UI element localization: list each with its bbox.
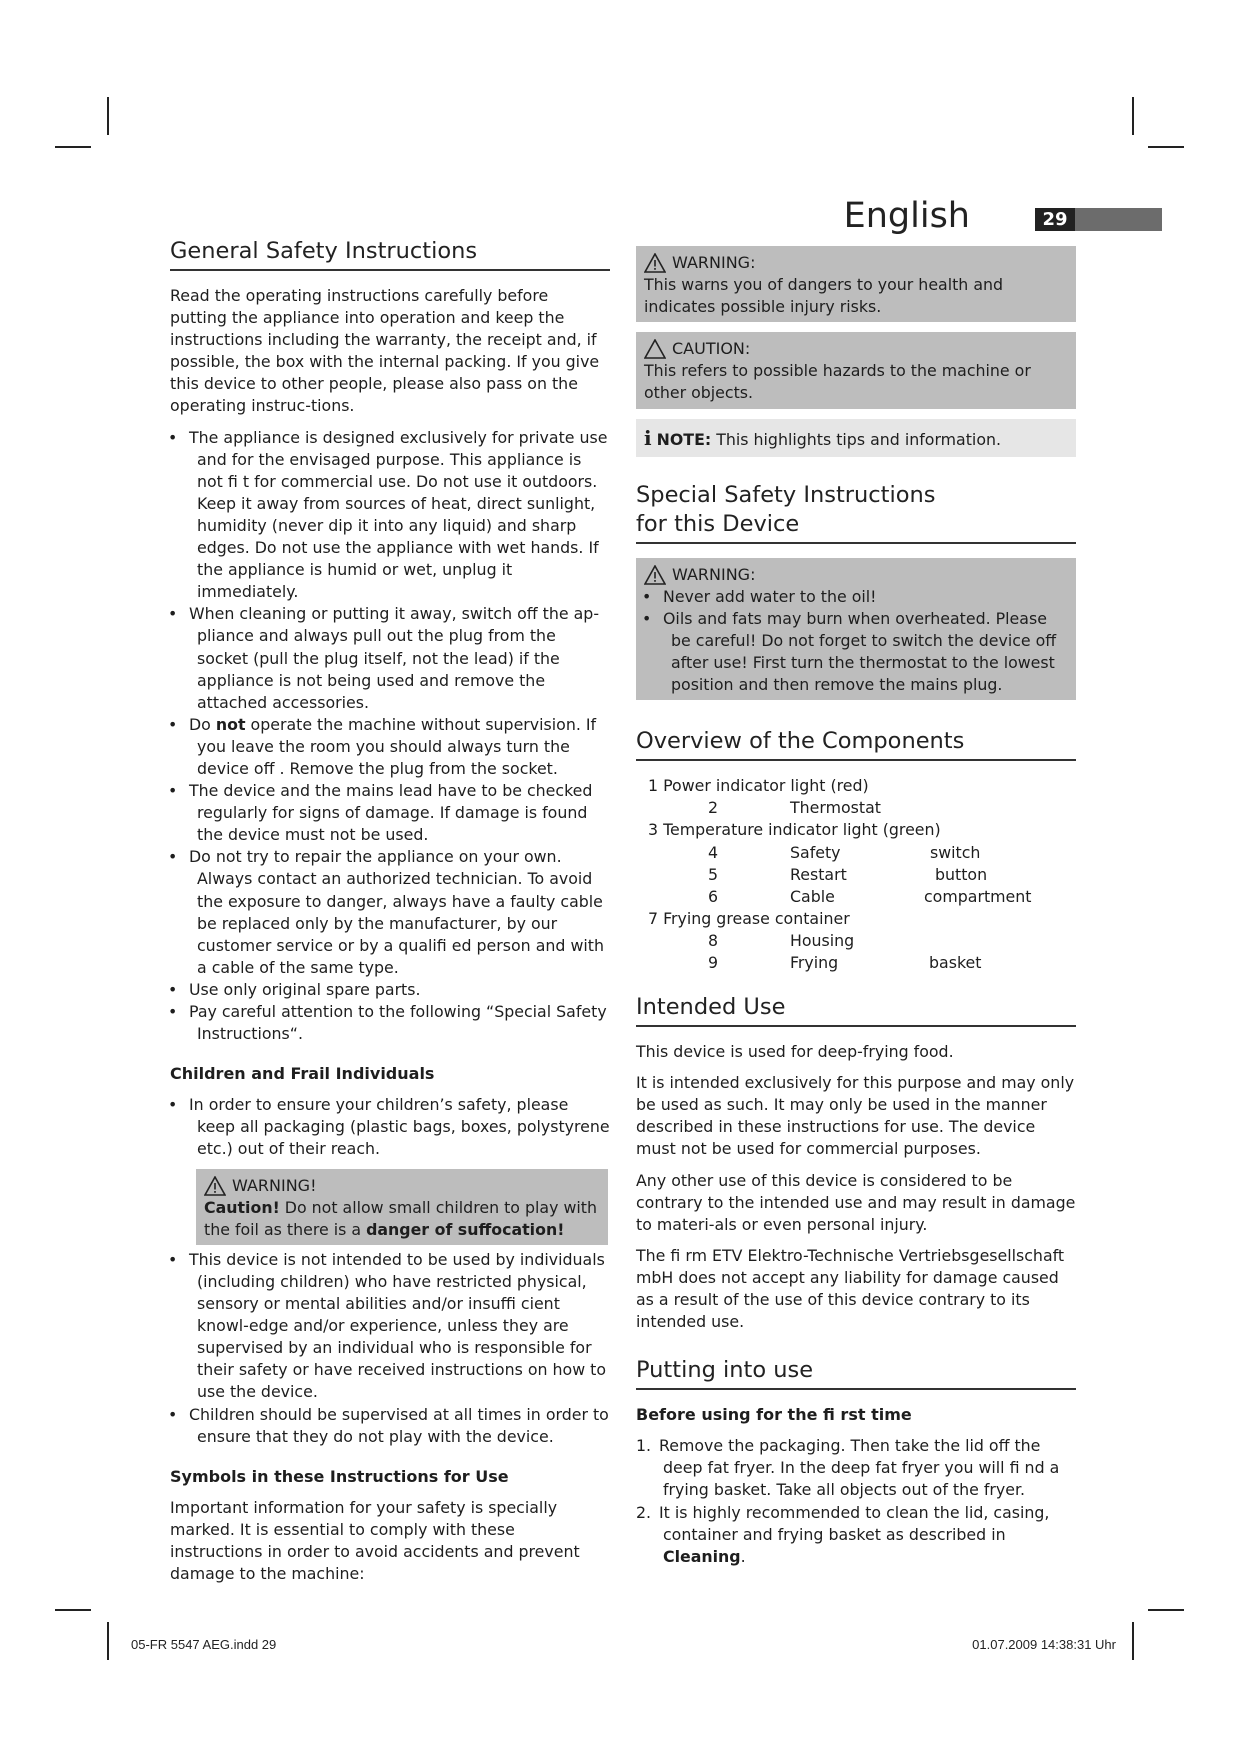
putting-into-use-heading: Putting into use bbox=[636, 1355, 1076, 1390]
text-bold: not bbox=[215, 714, 246, 734]
component-name: Restart bbox=[790, 864, 847, 884]
list-item: • When cleaning or putting it away, switch off the ap-pliance and always pull out the plug from the socket (pull the plug itself, not the lead) if the appliance is not being used and remove the attached accessories. bbox=[170, 603, 610, 713]
children-list-2 bbox=[170, 1249, 610, 1448]
component-number: 9 bbox=[707, 952, 718, 972]
step-number: 1. bbox=[636, 1436, 652, 1456]
warning-triangle-icon bbox=[644, 565, 666, 585]
caution-label: CAUTION: bbox=[672, 339, 751, 359]
warning-label: WARNING: bbox=[672, 253, 756, 272]
component-name: Frying bbox=[790, 952, 839, 972]
warning-title bbox=[644, 564, 1068, 586]
crop-mark bbox=[107, 97, 109, 135]
intended-p1: This device is used for deep-frying food. bbox=[636, 1042, 954, 1062]
list-item: • Pay careful attention to the following “Special Safety Instructions“. bbox=[170, 1001, 610, 1045]
list-item: • Oils and fats may burn when overheated. Please be careful! Do not forget to switch the device off after use! First turn the thermostat to the lowest position and then remove the mains plug. bbox=[644, 608, 1068, 696]
text: . bbox=[740, 1546, 746, 1566]
special-warning-box bbox=[636, 558, 1076, 701]
intended-use-heading: Intended Use bbox=[636, 992, 1076, 1027]
text: operate the machine without supervision. If you leave the room you should always turn the device off . Remove the plug from the socket. bbox=[197, 714, 597, 778]
crop-mark bbox=[1148, 146, 1184, 148]
special-safety-title-line1: Special Safety Instructions bbox=[636, 481, 936, 508]
component-item: 1 Power indicator light (red) bbox=[648, 776, 869, 796]
text-bold: Cleaning bbox=[663, 1546, 741, 1566]
text-bold: Caution! bbox=[204, 1197, 280, 1217]
general-safety-list bbox=[170, 427, 610, 1046]
suffocation-warning-box bbox=[196, 1169, 608, 1245]
caution-title bbox=[644, 338, 1068, 360]
left-column bbox=[170, 236, 610, 1594]
warning-label: WARNING! bbox=[232, 1175, 317, 1195]
special-safety-heading bbox=[636, 481, 1076, 544]
component-name: Housing bbox=[790, 930, 855, 950]
caution-text: This refers to possible hazards to the machine or other objects. bbox=[644, 361, 1031, 403]
note-text: This highlights tips and information. bbox=[716, 429, 1002, 449]
list-item bbox=[636, 1435, 1076, 1501]
crop-mark bbox=[107, 1622, 109, 1660]
component-name-2: switch bbox=[930, 842, 981, 862]
list-item: • In order to ensure your children’s safety, please keep all packaging (plastic bags, boxes, polystyrene etc.) out of their reach. bbox=[170, 1094, 610, 1160]
step-text: It is highly recommended to clean the lid, casing, container and frying basket as described in bbox=[659, 1502, 1050, 1544]
crop-mark bbox=[1148, 1609, 1184, 1611]
children-list-1 bbox=[170, 1094, 610, 1160]
language-title: English bbox=[843, 196, 970, 236]
component-number: 5 bbox=[707, 864, 718, 884]
list-item: • Never add water to the oil! bbox=[644, 586, 1068, 608]
list-item bbox=[170, 714, 610, 780]
component-name-2: basket bbox=[929, 952, 982, 972]
children-heading: Children and Frail Individuals bbox=[170, 1064, 435, 1084]
component-name-2: button bbox=[935, 864, 988, 884]
step-text: Remove the packaging. Then take the lid off the deep fat fryer. In the deep fat fryer you will fi nd a frying basket. Take all objects out of the fryer. bbox=[659, 1436, 1060, 1500]
first-time-heading: Before using for the fi rst time bbox=[636, 1405, 912, 1425]
caution-box bbox=[636, 332, 1076, 408]
footer-datetime: 01.07.2009 14:38:31 Uhr bbox=[972, 1637, 1116, 1652]
info-icon: i bbox=[644, 425, 652, 450]
symbols-heading: Symbols in these Instructions for Use bbox=[170, 1466, 509, 1486]
overview-heading: Overview of the Components bbox=[636, 726, 1076, 761]
intended-p3: Any other use of this device is considered to be contrary to the intended use and may result in damage to materi-als or even personal injury. bbox=[636, 1170, 1076, 1234]
intended-p2: It is intended exclusively for this purpose and may only be used as such. It may only be used in the manner described in these instructions for use. The device must not be used for commercial purposes. bbox=[636, 1073, 1075, 1159]
warning-triangle-icon bbox=[204, 1176, 226, 1196]
note-label: NOTE: bbox=[656, 429, 712, 449]
component-item: 7 Frying grease container bbox=[648, 908, 850, 928]
general-intro: Read the operating instructions carefully before putting the appliance into operation and keep the instructions including the warranty, the receipt and, if possible, the box with the internal packing. If you give this device to other people, please also pass on the operating instruc-tions. bbox=[170, 286, 600, 416]
first-time-steps bbox=[636, 1435, 1076, 1568]
crop-mark bbox=[1132, 97, 1134, 135]
note-box bbox=[636, 419, 1076, 457]
symbols-text: Important information for your safety is specially marked. It is essential to comply with these instructions in order to avoid accidents and prevent damage to the machine: bbox=[170, 1497, 580, 1584]
warning-triangle-icon bbox=[644, 253, 666, 273]
right-column bbox=[636, 246, 1076, 1568]
list-item: • Use only original spare parts. bbox=[170, 979, 610, 1001]
component-name: Thermostat bbox=[790, 798, 881, 818]
crop-mark bbox=[55, 146, 91, 148]
list-item: • The appliance is designed exclusively for private use and for the envisaged purpose. This appliance is not fi t for commercial use. Do not use it outdoors. Keep it away from sources of heat, direct sunlight, humidity (never dip it into any liquid) and sharp edges. Do not use the appliance with wet hands. If the appliance is humid or wet, unplug it immediately. bbox=[170, 427, 610, 604]
component-number: 4 bbox=[707, 842, 718, 862]
caution-triangle-icon bbox=[644, 339, 666, 359]
component-name: Safety bbox=[790, 842, 841, 862]
component-name-2: compartment bbox=[924, 886, 1032, 906]
page-bar bbox=[1075, 208, 1162, 231]
component-item: 3 Temperature indicator light (green) bbox=[648, 820, 941, 840]
warning-label: WARNING: bbox=[672, 564, 756, 584]
component-number: 6 bbox=[707, 886, 718, 906]
list-item: • Do not try to repair the appliance on your own. Always contact an authorized technician. To avoid the exposure to danger, always have a faulty cable be replaced only by the manufacturer, by our customer service or by a qualifi ed person and with a cable of the same type. bbox=[170, 846, 610, 979]
crop-mark bbox=[55, 1609, 91, 1611]
list-item bbox=[636, 1502, 1076, 1568]
text-bold: danger of suffocation! bbox=[366, 1219, 565, 1239]
list-item: • This device is not intended to be used by individuals (including children) who have restricted physical, sensory or mental abilities and/or insuffi cient knowl-edge and/or experience, unless they are supervised by an individual who is responsible for their safety or have received instructions on how to use the device. bbox=[170, 1249, 610, 1404]
text: Do bbox=[189, 714, 216, 734]
intended-p4: The fi rm ETV Elektro-Technische Vertriebsgesellschaft mbH does not accept any liability for damage caused as a result of the use of this device contrary to its intended use. bbox=[636, 1245, 1065, 1332]
warning-box bbox=[636, 246, 1076, 322]
list-item: • The device and the mains lead have to be checked regularly for signs of damage. If damage is found the device must not be used. bbox=[170, 780, 610, 846]
component-number: 2 bbox=[707, 798, 718, 818]
component-name: Cable bbox=[790, 886, 835, 906]
text: Do not allow small children to play with the foil as there is a bbox=[204, 1197, 597, 1239]
crop-mark bbox=[1132, 1622, 1134, 1660]
special-safety-title-line2: for this Device bbox=[636, 510, 800, 537]
warning-text bbox=[204, 1197, 600, 1241]
step-number: 2. bbox=[636, 1502, 652, 1522]
page-number: 29 bbox=[1035, 208, 1075, 231]
special-warning-list bbox=[644, 586, 1068, 696]
footer-file: 05-FR 5547 AEG.indd 29 bbox=[131, 1637, 277, 1652]
warning-title bbox=[644, 252, 1068, 274]
general-safety-heading: General Safety Instructions bbox=[170, 236, 610, 271]
list-item: • Children should be supervised at all times in order to ensure that they do not play with the device. bbox=[170, 1404, 610, 1448]
components-list bbox=[648, 775, 1076, 974]
component-number: 8 bbox=[707, 930, 718, 950]
warning-text: This warns you of dangers to your health and indicates possible injury risks. bbox=[644, 275, 1004, 317]
warning-title bbox=[204, 1175, 600, 1197]
